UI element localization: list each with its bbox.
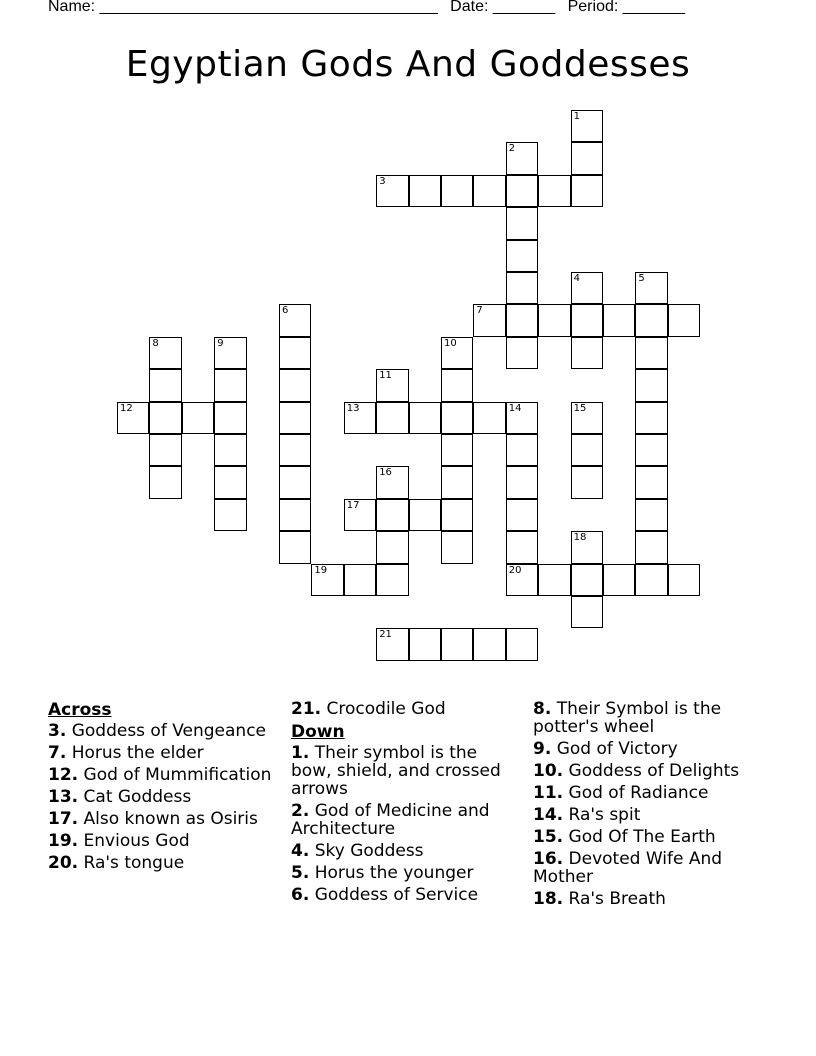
grid-cell[interactable] <box>506 240 538 272</box>
grid-cell[interactable] <box>149 466 181 498</box>
grid-cell[interactable] <box>376 499 408 531</box>
clue-down-8: 8. Their Symbol is the potter's wheel <box>533 699 722 737</box>
down-heading: Down <box>291 722 345 742</box>
grid-number: 3 <box>379 175 386 187</box>
grid-number: 15 <box>573 402 587 414</box>
clue-down-6: 6. Goddess of Service <box>291 885 479 905</box>
grid-number: 5 <box>638 273 645 284</box>
grid-number: 20 <box>508 564 522 576</box>
clues-column-1 <box>48 700 278 876</box>
grid-cell[interactable] <box>149 434 181 466</box>
grid-cell[interactable] <box>214 402 246 434</box>
clue-across-17: 17. Also known as Osiris <box>48 809 258 829</box>
clue-across-7: 7. Horus the elder <box>48 743 204 763</box>
grid-cell[interactable] <box>279 337 311 369</box>
clue-across-20: 20. Ra's tongue <box>48 853 185 873</box>
grid-cell[interactable] <box>149 402 181 434</box>
grid-number: 6 <box>282 305 289 317</box>
clue-down-18: 18. Ra's Breath <box>533 889 666 909</box>
grid-cell[interactable] <box>214 369 246 401</box>
grid-cell[interactable] <box>506 272 538 304</box>
grid-cell[interactable] <box>441 531 473 563</box>
grid-cell[interactable] <box>473 402 505 434</box>
grid-cell[interactable] <box>603 304 635 336</box>
clue-down-14: 14. Ra's spit <box>533 805 641 825</box>
grid-cell[interactable] <box>506 175 538 207</box>
grid-cell[interactable] <box>376 531 408 563</box>
grid-cell[interactable] <box>441 402 473 434</box>
grid-number: 4 <box>573 273 580 284</box>
grid-cell[interactable] <box>182 402 214 434</box>
grid-cell[interactable] <box>635 466 667 498</box>
grid-cell[interactable] <box>214 466 246 498</box>
page-title: Egyptian Gods And Goddesses <box>125 44 691 85</box>
grid-cell[interactable] <box>571 175 603 207</box>
grid-number: 11 <box>379 370 392 382</box>
clue-down-4: 4. Sky Goddess <box>291 841 424 861</box>
grid-number: 8 <box>152 337 159 349</box>
grid-cell[interactable] <box>409 175 441 207</box>
grid-cell[interactable] <box>635 434 667 466</box>
grid-cell[interactable] <box>214 434 246 466</box>
grid-cell[interactable] <box>635 531 667 563</box>
date-field[interactable]: Date: _______ <box>450 0 556 15</box>
grid-cell[interactable] <box>441 369 473 401</box>
clues-column-2 <box>291 700 521 908</box>
grid-cell[interactable] <box>538 564 570 596</box>
clue-across-19: 19. Envious God <box>48 831 190 851</box>
grid-cell[interactable] <box>635 402 667 434</box>
grid-number: 17 <box>346 499 360 511</box>
grid-cell[interactable] <box>409 402 441 434</box>
grid-number: 9 <box>217 337 224 349</box>
clue-down-9: 9. God of Victory <box>533 739 678 759</box>
clues-column-3 <box>533 700 763 912</box>
grid-number: 13 <box>346 402 360 414</box>
grid-cell[interactable] <box>571 304 603 336</box>
grid-cell[interactable] <box>441 175 473 207</box>
grid-cell[interactable] <box>668 564 700 596</box>
grid-cell[interactable] <box>506 466 538 498</box>
grid-cell[interactable] <box>538 175 570 207</box>
grid-cell[interactable] <box>214 499 246 531</box>
grid-number: 16 <box>379 467 392 479</box>
grid-cell[interactable] <box>473 175 505 207</box>
clue-across-13: 13. Cat Goddess <box>48 787 192 807</box>
grid-cell[interactable] <box>571 142 603 174</box>
grid-cell[interactable] <box>506 434 538 466</box>
grid-cell[interactable] <box>635 499 667 531</box>
grid-cell[interactable] <box>506 304 538 336</box>
grid-cell[interactable] <box>441 499 473 531</box>
grid-cell[interactable] <box>635 337 667 369</box>
grid-cell[interactable] <box>571 466 603 498</box>
grid-cell[interactable] <box>344 564 376 596</box>
grid-cell[interactable] <box>279 499 311 531</box>
clue-down-15: 15. God Of The Earth <box>533 827 716 847</box>
grid-cell[interactable] <box>506 531 538 563</box>
clue-down-1: 1. Their symbol is the bow, shield, and crossed arrows <box>291 743 501 799</box>
grid-cell[interactable] <box>279 402 311 434</box>
grid-cell[interactable] <box>149 369 181 401</box>
grid-cell[interactable] <box>635 369 667 401</box>
grid-cell[interactable] <box>538 304 570 336</box>
across-heading: Across <box>48 700 112 720</box>
grid-cell[interactable] <box>571 564 603 596</box>
grid-cell[interactable] <box>506 207 538 239</box>
grid-number: 21 <box>379 629 392 641</box>
grid-cell[interactable] <box>635 564 667 596</box>
grid-cell[interactable] <box>409 499 441 531</box>
grid-cell[interactable] <box>668 304 700 336</box>
grid-cell[interactable] <box>376 402 408 434</box>
period-field[interactable]: Period: _______ <box>567 0 686 15</box>
grid-cell[interactable] <box>441 434 473 466</box>
clue-down-16: 16. Devoted Wife And Mother <box>533 849 723 887</box>
grid-cell[interactable] <box>473 628 505 660</box>
clue-down-5: 5. Horus the younger <box>291 863 474 883</box>
clue-down-10: 10. Goddess of Delights <box>533 761 740 781</box>
grid-cell[interactable] <box>279 369 311 401</box>
grid-cell[interactable] <box>603 564 635 596</box>
name-field[interactable]: Name: ______________________________________ <box>48 0 438 15</box>
grid-cell[interactable] <box>409 628 441 660</box>
grid-number: 19 <box>314 564 328 576</box>
grid-cell[interactable] <box>279 466 311 498</box>
grid-cell[interactable] <box>506 628 538 660</box>
grid-cell[interactable] <box>571 337 603 369</box>
grid-cell[interactable] <box>506 337 538 369</box>
grid-cell[interactable] <box>635 304 667 336</box>
clue-down-11: 11. God of Radiance <box>533 783 709 803</box>
grid-cell[interactable] <box>441 628 473 660</box>
grid-number: 7 <box>476 305 483 317</box>
grid-number: 12 <box>120 402 133 414</box>
grid-cell[interactable] <box>571 434 603 466</box>
grid-cell[interactable] <box>376 564 408 596</box>
grid-number: 10 <box>444 337 457 349</box>
grid-number: 2 <box>508 143 516 155</box>
grid-number: 1 <box>573 111 580 122</box>
grid-cell[interactable] <box>441 466 473 498</box>
grid-cell[interactable] <box>571 596 603 628</box>
clue-down-2: 2. God of Medicine and Architecture <box>291 801 490 839</box>
grid-cell[interactable] <box>279 531 311 563</box>
grid-cell[interactable] <box>506 499 538 531</box>
clue-across-21: 21. Crocodile God <box>291 699 446 719</box>
grid-cell[interactable] <box>279 434 311 466</box>
clue-across-3: 3. Goddess of Vengeance <box>48 721 267 741</box>
grid-number: 18 <box>573 532 587 544</box>
clue-across-12: 12. God of Mummification <box>48 765 272 785</box>
grid-number: 14 <box>508 402 522 414</box>
